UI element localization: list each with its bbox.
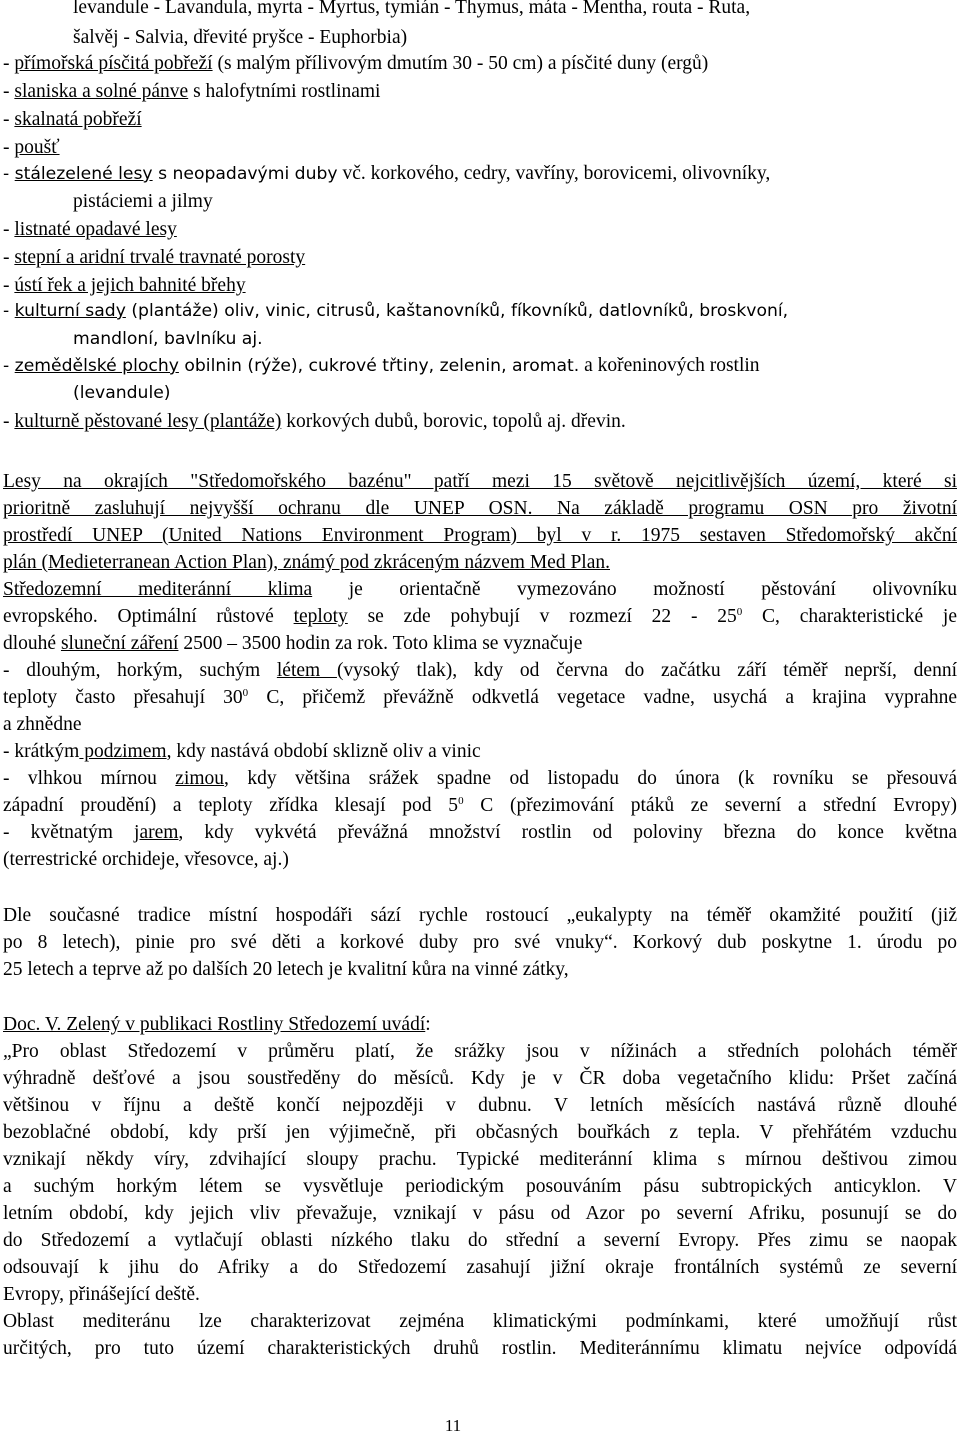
link-kulturni-sady[interactable]: kulturní sady — [14, 301, 126, 321]
list-item: - poušť — [3, 137, 60, 158]
text-line — [3, 468, 957, 495]
list-continuation: (levandule) — [73, 383, 171, 403]
link-zemedelske-plochy[interactable]: zemědělské plochy — [14, 356, 179, 376]
list-item: - přímořská písčitá pobřeží (s malým přílivovým dmutím 30 - 50 cm) a písčité duny (ergů) — [3, 53, 709, 74]
text-line: a suchým horkým létem se vysvětluje periodickým posouváním pásu subtropických anticyklon. V — [3, 1176, 957, 1197]
link-letem[interactable]: létem — [276, 660, 337, 681]
text-line: do Středozemí a vytlačují oblasti nízkého tlaku do střední a severní Evropy. Přes zimu se naopak — [3, 1230, 957, 1251]
link-primorska-pobrezi[interactable]: přímořská písčitá pobřeží — [14, 53, 213, 74]
list-continuation: šalvěj - Salvia, dřevité pryšce - Euphorbia) — [73, 27, 408, 48]
text-line: Dle současné tradice místní hospodáři sází rychle rostoucí „eukalypty na téměř okamžité použití (již — [3, 905, 957, 926]
link-skalnata-pobrezi[interactable]: skalnatá pobřeží — [14, 109, 142, 130]
list-item: - stálezelené lesy s neopadavými duby vč. korkového, cedry, vavříny, borovicemi, olivovníky, — [3, 163, 771, 184]
text-line: vznikají někdy víry, zdvihající sloupy prachu. Typické mediteránní klima s mírnou deštivou zimou — [3, 1149, 957, 1170]
link-unep-program[interactable]: prostředí UNEP (United Nations Environment Program) byl v r. 1975 sestaven Středomořský akční — [3, 525, 957, 546]
list-item: - slaniska a solné pánve s halofytními rostlinami — [3, 81, 381, 102]
link-jarem[interactable]: jarem — [134, 822, 179, 843]
link-stepni-porosty[interactable]: stepní a aridní trvalé travnaté porosty — [14, 247, 306, 268]
text-line: Středozemní mediteránní klima je orientačně vymezováno možností pěstování olivovníku — [3, 579, 957, 600]
text-line: letním období, kdy jejich vliv převažuje, vznikají v pásu od Azor po severní Afriku, posunují se do — [3, 1203, 957, 1224]
text-line: bezoblačné období, kdy prší jen výjimečně, při občasných bouřkách z tepla. V přehřátém vzduchu — [3, 1122, 957, 1143]
link-poust[interactable]: poušť — [14, 137, 60, 158]
list-continuation: levandule - Lavandula, myrta - Myrtus, tymián - Thymus, máta - Mentha, routa - Ruta, — [73, 0, 751, 18]
text-line: a zhnědne — [3, 714, 82, 735]
text-line: - vlhkou mírnou zimou, kdy většina srážek spadne od listopadu do února (k rovníku se přesouvá — [3, 768, 957, 789]
text-line: odsouvají k jihu do Afriky a do Středozemí zasahují jižní okraje frontálních systémů ze severní — [3, 1257, 957, 1278]
link-unep-osn[interactable]: prioritně zasluhují nejvyšší ochranu dle UNEP OSN. — [3, 498, 533, 519]
text-line: většinou v říjnu a deště končí nejpozději v dubnu. V letních měsících nastává různě dlouhé — [3, 1095, 957, 1116]
list-item: - ústí řek a jejich bahnité břehy — [3, 275, 246, 296]
text-line — [3, 495, 957, 522]
link-program-osn[interactable]: Na základě programu OSN pro životní — [532, 498, 957, 519]
text-line: po 8 letech), pinie pro své děti a korkové duby pro své vnuky“. Korkový dub poskytne 1. úrodu po — [3, 932, 957, 953]
link-teploty[interactable]: teploty — [293, 606, 348, 627]
text-line: - dlouhým, horkým, suchým létem (vysoký tlak), kdy od června do začátku září téměř neprší, denní — [3, 660, 957, 681]
page-number: 11 — [444, 1416, 462, 1435]
link-stalezelene-lesy[interactable]: stálezelené lesy — [14, 164, 153, 184]
text-line: 25 letech a teprve až po dalších 20 letech je kvalitní kůra na vinné zátky, — [3, 959, 569, 980]
link-stredozemni-klima[interactable]: Středozemní mediteránní klima — [3, 579, 313, 600]
text-line: výhradně dešťové a jsou soustředěny do měsíců. Kdy je v ČR doba vegetačního klidu: Pršet začíná — [3, 1068, 957, 1089]
link-usti-rek[interactable]: ústí řek a jejich bahnité břehy — [14, 275, 246, 296]
link-listnate-lesy[interactable]: listnaté opadavé lesy — [14, 219, 177, 240]
list-item: - listnaté opadavé lesy — [3, 219, 177, 240]
text-line — [3, 549, 610, 576]
link-kulturne-pestovane-lesy[interactable]: kulturně pěstované lesy (plantáže) — [14, 411, 282, 432]
text-line: dlouhé sluneční záření 2500 – 3500 hodin za rok. Toto klima se vyznačuje — [3, 633, 583, 654]
list-item: - skalnatá pobřeží — [3, 109, 142, 130]
list-continuation: pistáciemi a jilmy — [73, 191, 213, 212]
link-zimou[interactable]: zimou — [175, 768, 225, 789]
list-item: - kulturně pěstované lesy (plantáže) korkových dubů, borovic, topolů aj. dřevin. — [3, 411, 626, 432]
text-line: teploty často přesahují $30^0$ C, přičemž převážně odkvetlá vegetace vadne, usychá a krajina vyprahne — [3, 687, 958, 708]
link-doc-zeleny[interactable]: Doc. V. Zelený v publikaci Rostliny Středozemí uvádí — [3, 1014, 426, 1035]
link-med-plan[interactable]: plán (Medieterranean Action Plan), známý pod zkráceným názvem Med Plan. — [3, 552, 610, 573]
list-item: - zemědělské plochy obilnin (rýže), cukrové třtiny, zelenin, aromat. a kořeninových rostlin — [3, 355, 760, 376]
list-item: - stepní a aridní trvalé travnaté porosty — [3, 247, 306, 268]
text-line — [3, 522, 957, 549]
text-line: (terrestrické orchideje, vřesovce, aj.) — [3, 849, 289, 870]
text-line: „Pro oblast Středozemí v průměru platí, že srážky jsou v nížinách a středních polohách téměř — [3, 1041, 957, 1062]
list-item: - kulturní sady (plantáže) oliv, vinic, citrusů, kaštanovníků, fíkovníků, datlovníků, broskvoní, — [3, 301, 789, 321]
link-podzimem[interactable]: podzimem — [79, 741, 167, 762]
text-line: - květnatým jarem, kdy vykvétá převážná množství rostlin od poloviny března do konce května — [3, 822, 957, 843]
text-line: Evropy, přinášející deště. — [3, 1284, 200, 1305]
section-heading: Doc. V. Zelený v publikaci Rostliny Středozemí uvádí: — [3, 1014, 431, 1035]
text-line: - krátkým podzimem, kdy nastává období sklizně oliv a vinic — [3, 741, 481, 762]
text-line: evropského. Optimální růstové teploty se zde pohybují v rozmezí $22 - 25^0$ C, charakteristické je — [3, 606, 957, 627]
text-line: západní proudění) a teploty zřídka klesají pod $5^0$ C (přezimování ptáků ze severní a střední Evropy) — [3, 795, 958, 816]
link-slaniska[interactable]: slaniska a solné pánve — [14, 81, 189, 102]
link-slunecni-zareni[interactable]: sluneční záření — [60, 633, 179, 654]
list-continuation: mandloní, bavlníku aj. — [73, 329, 263, 349]
text-line: Oblast mediteránu lze charakterizovat zejména klimatickými podmínkami, které umožňují růst — [3, 1311, 957, 1332]
link-lesy-na-okrajich[interactable]: Lesy na okrajích "Středomořského bazénu" patří mezi 15 světově nejcitlivějších území, které si — [3, 471, 957, 492]
text-line: určitých, pro tuto území charakteristických druhů rostlin. Mediteránnímu klimatu nejvíce odpovídá — [3, 1338, 957, 1359]
